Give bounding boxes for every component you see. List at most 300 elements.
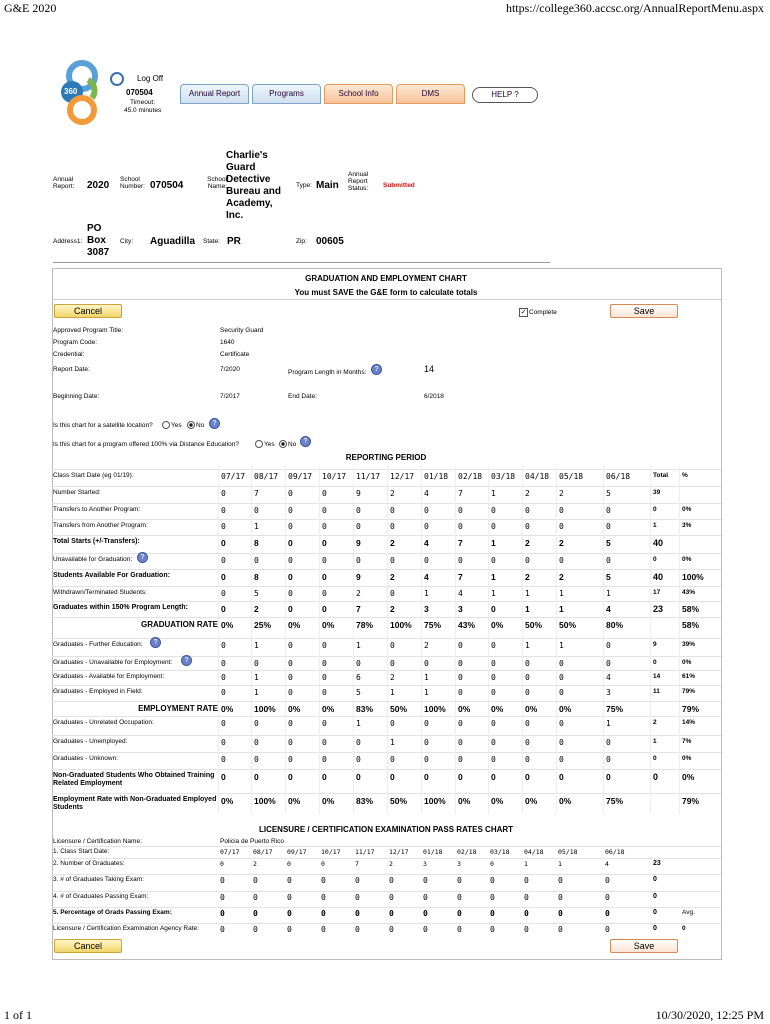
grid-cell[interactable]: 0 [458,659,463,668]
row-label: Graduates - Unknown: [53,755,119,762]
grid-cell: 0 [287,925,292,934]
column-header: 01/18 [424,472,449,481]
grid-cell: 0 [558,925,563,934]
row-percent: 79% [682,688,696,695]
grid-cell[interactable]: 0 [423,893,428,902]
grid-cell[interactable]: 0 [288,589,293,598]
credential-label: Credential: [53,351,85,358]
grid-cell: 0 [322,772,327,782]
grid-cell[interactable]: 0 [390,659,395,668]
grid-cell: 83% [356,704,374,714]
logo-text: 360 [64,87,78,96]
tab-school-info[interactable]: School Info [324,84,393,104]
grid-cell[interactable]: 0 [288,641,293,650]
grid-cell[interactable]: 0 [606,738,611,747]
grid-cell: 0 [605,909,610,918]
grid-cell[interactable]: 0 [490,876,495,885]
logoff-icon[interactable] [110,72,124,86]
grid-cell[interactable]: 0 [390,556,395,565]
report-date-value: 7/2020 [220,366,240,373]
grid-cell[interactable]: 0 [389,893,394,902]
grid-cell: 3 [457,860,461,868]
grid-cell[interactable]: 0 [221,659,226,668]
grid-cell: 04/18 [524,848,544,856]
grid-cell: 0 [322,604,327,614]
grid-cell: 9 [356,538,361,548]
help-icon[interactable]: ? [300,436,311,447]
grid-cell[interactable]: 1 [525,641,530,650]
grid-cell[interactable]: 0 [356,755,361,764]
grid-cell[interactable]: 0 [390,522,395,531]
grid-cell[interactable]: 0 [559,659,564,668]
grid-cell[interactable]: 0 [356,659,361,668]
help-icon[interactable]: ? [209,418,220,429]
grid-cell[interactable]: 2 [559,489,564,498]
grid-cell[interactable]: 0 [524,893,529,902]
report-date-label: Report Date: [53,366,90,373]
grid-cell[interactable]: 2 [390,673,395,682]
grid-cell[interactable]: 0 [424,755,429,764]
grid-cell[interactable]: 0 [458,506,463,515]
grid-cell[interactable]: 0 [288,755,293,764]
satellite-yes-radio[interactable] [162,421,170,429]
grid-cell: 2 [390,572,395,582]
school-type: Main [316,180,339,191]
grid-cell: 11/17 [355,848,375,856]
grid-cell[interactable]: 0 [525,506,530,515]
row-total: 2 [653,719,657,726]
row-percent: 39% [682,641,696,648]
grid-cell: 0 [458,772,463,782]
grid-cell[interactable]: 0 [525,738,530,747]
grid-cell[interactable]: 1 [356,641,361,650]
grid-cell[interactable]: 0 [288,522,293,531]
grid-cell[interactable]: 0 [525,659,530,668]
grid-cell[interactable]: 0 [491,688,496,697]
grid-cell[interactable]: 0 [558,876,563,885]
grid-cell[interactable]: 0 [288,489,293,498]
grid-cell[interactable]: 0 [221,522,226,531]
grid-cell[interactable]: 0 [605,876,610,885]
print-url: https://college360.accsc.org/AnnualReportMenu.aspx [505,1,764,15]
grid-cell: 75% [606,704,624,714]
grid-cell[interactable]: 0 [457,893,462,902]
grid-cell: 75% [606,796,624,806]
row-label: Graduates - Unavailable for Employment: [53,659,173,666]
grid-cell: 0 [491,604,496,614]
grid-cell: 7 [458,572,463,582]
grid-cell[interactable]: 0 [322,659,327,668]
grid-cell[interactable]: 0 [458,641,463,650]
grid-cell[interactable]: 0 [253,893,258,902]
print-page-count: 1 of 1 [4,1008,32,1022]
grid-cell[interactable]: 0 [221,489,226,498]
row-percent: 100% [682,572,704,582]
grid-cell[interactable]: 1 [254,688,259,697]
grid-cell[interactable]: 0 [322,556,327,565]
grid-cell: 75% [424,620,442,630]
grid-cell[interactable]: 0 [424,522,429,531]
satellite-yes-label: Yes [171,422,182,429]
grid-cell[interactable]: 0 [221,688,226,697]
grid-cell[interactable]: 0 [423,876,428,885]
grid-cell[interactable]: 0 [559,506,564,515]
grid-cell[interactable]: 0 [559,719,564,728]
complete-checkbox[interactable]: ✓ [520,309,527,316]
grid-cell: 0% [491,796,504,806]
grid-cell[interactable]: 1 [491,489,496,498]
grid-cell: 2 [390,604,395,614]
tab-dms[interactable]: DMS [396,84,465,104]
grid-cell[interactable]: 0 [606,506,611,515]
row-total: 14 [653,673,661,680]
satellite-no-label: No [196,422,205,429]
grid-cell[interactable]: 0 [254,506,259,515]
tab-programs[interactable]: Programs [252,84,321,104]
grid-cell: 0% [559,704,572,714]
grid-cell: 83% [356,796,374,806]
cancel-button-bottom[interactable]: Cancel [54,939,122,953]
grid-cell[interactable]: 0 [221,738,226,747]
grid-cell: 06/18 [605,848,625,856]
grid-cell[interactable]: 0 [490,893,495,902]
grid-cell[interactable]: 0 [606,659,611,668]
grid-cell[interactable]: 0 [221,755,226,764]
grid-cell[interactable]: 0 [321,893,326,902]
grid-cell: 0 [606,772,611,782]
grid-cell: 8 [254,538,259,548]
grid-cell: 4 [424,572,429,582]
grid-cell[interactable]: 7 [458,489,463,498]
grid-cell[interactable]: 0 [458,556,463,565]
grid-cell: 0 [321,860,325,868]
grid-cell[interactable]: 0 [525,688,530,697]
grid-cell[interactable]: 1 [606,719,611,728]
grid-cell[interactable]: 0 [221,641,226,650]
grid-cell: 0% [322,796,335,806]
grid-cell: 0 [490,909,495,918]
grid-cell[interactable]: 0 [355,876,360,885]
grid-cell[interactable]: 0 [605,893,610,902]
grid-cell[interactable]: 0 [356,506,361,515]
row-label: Transfers from Another Program: [53,522,148,529]
grid-cell[interactable]: 0 [491,755,496,764]
grid-cell[interactable]: 0 [491,659,496,668]
grid-cell[interactable]: 0 [491,738,496,747]
grid-cell[interactable]: 1 [559,589,564,598]
grid-cell: 50% [390,796,408,806]
grid-cell[interactable]: 0 [288,688,293,697]
grid-cell[interactable]: 5 [356,688,361,697]
grid-cell[interactable]: 7 [254,489,259,498]
grid-cell[interactable]: 1 [424,673,429,682]
grid-cell: 08/17 [253,848,273,856]
grid-cell[interactable]: 0 [458,673,463,682]
grid-cell[interactable]: 0 [559,688,564,697]
distance-no-radio[interactable] [279,440,287,448]
column-divider [650,466,651,814]
grid-cell[interactable]: 0 [458,688,463,697]
grid-cell[interactable]: 0 [558,893,563,902]
grid-cell[interactable]: 0 [559,755,564,764]
grid-cell[interactable]: 2 [525,489,530,498]
grid-cell: 0 [254,772,259,782]
approved-program-label: Approved Program Title: [53,327,124,334]
grid-cell: 8 [254,572,259,582]
row-percent: 0% [682,755,692,762]
grid-cell[interactable]: 0 [525,755,530,764]
column-divider [679,466,680,814]
grid-cell[interactable]: 0 [491,673,496,682]
grid-cell[interactable]: 0 [322,589,327,598]
grid-cell[interactable]: 2 [424,641,429,650]
row-total: 0 [653,772,659,782]
grid-cell[interactable]: 0 [559,556,564,565]
help-button[interactable]: HELP ? [472,87,538,103]
column-divider [488,466,489,814]
row-total: 0 [653,755,657,762]
grid-cell: 0 [220,909,225,918]
grid-cell[interactable]: 0 [606,556,611,565]
grid-cell[interactable]: 0 [458,719,463,728]
grid-cell[interactable]: 0 [254,738,259,747]
tab-annual-report[interactable]: Annual Report [180,84,249,104]
grid-cell[interactable]: 1 [424,589,429,598]
grid-cell: 0 [287,909,292,918]
grid-cell[interactable]: 0 [606,641,611,650]
grid-cell[interactable]: 0 [322,719,327,728]
grid-cell: 0 [221,538,226,548]
help-icon[interactable]: ? [371,364,382,375]
grid-cell: 0% [322,620,335,630]
grid-cell[interactable]: 0 [390,755,395,764]
complete-label: Complete [529,309,557,316]
city-label: City: [120,238,133,245]
grid-cell[interactable]: 4 [458,589,463,598]
grid-cell: 09/17 [287,848,307,856]
grid-cell[interactable]: 0 [559,522,564,531]
grid-cell[interactable]: 0 [254,659,259,668]
satellite-question: Is this chart for a satellite location? [53,422,153,429]
grid-cell[interactable]: 5 [606,489,611,498]
grid-cell[interactable]: 0 [288,506,293,515]
grid-cell: 0 [457,909,462,918]
grid-cell[interactable]: 0 [606,755,611,764]
grid-cell[interactable]: 0 [424,738,429,747]
grid-cell[interactable]: 0 [220,893,225,902]
grid-cell[interactable]: 0 [322,522,327,531]
row-percent: 3% [682,522,692,529]
grid-cell: 0% [525,796,538,806]
save-button-bottom[interactable]: Save [610,939,678,953]
grid-cell[interactable]: 0 [457,876,462,885]
grid-cell: 0 [288,604,293,614]
print-timestamp: 10/30/2020, 12:25 PM [655,1008,764,1022]
grid-cell[interactable]: 0 [322,688,327,697]
grid-cell[interactable]: 0 [288,738,293,747]
row-percent: 0 [682,925,686,932]
row-total: 40 [653,538,664,548]
grid-cell[interactable]: 0 [322,641,327,650]
grid-cell[interactable]: 0 [221,589,226,598]
grid-cell[interactable]: 0 [424,659,429,668]
grid-cell[interactable]: 1 [390,738,395,747]
grid-cell[interactable]: 0 [491,556,496,565]
grid-cell[interactable]: 4 [424,489,429,498]
grid-cell: 0% [221,620,234,630]
grid-cell[interactable]: 0 [390,589,395,598]
licensure-title: LICENSURE / CERTIFICATION EXAMINATION PASS RATES CHART [258,825,514,834]
grid-cell[interactable]: 0 [424,506,429,515]
cancel-button[interactable]: Cancel [54,304,122,318]
grid-cell[interactable]: 0 [424,719,429,728]
row-total: 9 [653,641,657,648]
grid-cell[interactable]: 2 [356,589,361,598]
grid-cell: 2 [389,860,393,868]
grid-cell[interactable]: 0 [221,673,226,682]
grid-cell[interactable]: 0 [254,755,259,764]
help-icon[interactable]: ? [150,637,161,648]
grid-cell[interactable]: 0 [356,738,361,747]
grid-cell: 0 [322,572,327,582]
grid-cell[interactable]: 0 [221,556,226,565]
grid-cell[interactable]: 0 [253,876,258,885]
grid-cell[interactable]: 0 [322,489,327,498]
program-code-value: 1640 [220,339,235,346]
help-icon[interactable]: ? [137,552,148,563]
grid-cell[interactable]: 0 [491,719,496,728]
column-divider [522,466,523,814]
grid-cell: 0 [356,772,361,782]
satellite-no-radio[interactable] [187,421,195,429]
grid-cell[interactable]: 0 [221,719,226,728]
grid-cell[interactable]: 0 [220,876,225,885]
column-header: 07/17 [221,472,246,481]
grid-cell[interactable]: 0 [389,876,394,885]
row-label: Withdrawn/Terminated Students: [53,589,147,596]
grid-cell: 2 [559,572,564,582]
grid-cell[interactable]: 0 [287,876,292,885]
grid-cell[interactable]: 0 [390,719,395,728]
grid-cell[interactable]: 1 [390,688,395,697]
grid-cell: 9 [356,572,361,582]
grid-cell[interactable]: 6 [356,673,361,682]
grid-cell[interactable]: 0 [288,673,293,682]
grid-cell[interactable]: 5 [254,589,259,598]
grid-cell[interactable]: 0 [322,755,327,764]
row-total: 11 [653,688,660,695]
grid-cell[interactable]: 3 [606,688,611,697]
grid-cell[interactable]: 1 [254,522,259,531]
grid-cell: 1 [491,572,496,582]
row-label: 5. Percentage of Grads Passing Exam: [53,909,172,916]
grid-cell: 78% [356,620,374,630]
grid-cell[interactable]: 1 [424,688,429,697]
column-divider [603,466,604,814]
grid-cell[interactable]: 1 [559,641,564,650]
save-button[interactable]: Save [610,304,678,318]
grid-cell[interactable]: 1 [254,641,259,650]
grid-cell: 43% [458,620,476,630]
grid-cell[interactable]: 0 [390,506,395,515]
grid-cell[interactable]: 0 [356,556,361,565]
row-percent: 0% [682,772,695,782]
grid-cell[interactable]: 0 [524,876,529,885]
grid-cell: 1 [559,604,564,614]
grid-cell[interactable]: 0 [491,641,496,650]
grid-cell[interactable]: 0 [606,522,611,531]
row-percent: 14% [682,719,696,726]
grid-cell[interactable]: 0 [559,673,564,682]
grid-cell[interactable]: 1 [491,589,496,598]
grid-cell[interactable]: 0 [559,738,564,747]
grid-cell[interactable]: 0 [525,556,530,565]
grid-cell[interactable]: 0 [491,522,496,531]
grid-cell[interactable]: 9 [356,489,361,498]
grid-cell: 0 [321,909,326,918]
row-percent: Avg. [682,909,695,916]
grid-cell[interactable]: 0 [322,506,327,515]
column-header: 03/18 [491,472,516,481]
grid-cell: 0 [389,909,394,918]
grid-cell[interactable]: 0 [458,738,463,747]
grid-cell[interactable]: 2 [390,489,395,498]
grid-cell: 0 [457,925,462,934]
grid-cell[interactable]: 0 [288,719,293,728]
grid-cell[interactable]: 0 [322,673,327,682]
grid-cell[interactable]: 0 [491,506,496,515]
program-code-label: Program Code: [53,339,98,346]
grid-cell[interactable]: 1 [254,673,259,682]
grid-cell: 07/17 [220,848,240,856]
grid-cell[interactable]: 0 [355,893,360,902]
grid-cell[interactable]: 0 [254,556,259,565]
grid-cell[interactable]: 0 [254,719,259,728]
status-badge: Submitted [383,182,415,189]
grid-cell[interactable]: 0 [458,755,463,764]
grid-cell[interactable]: 0 [287,893,292,902]
grid-cell[interactable]: 1 [356,719,361,728]
grid-cell[interactable]: 0 [356,522,361,531]
grid-cell[interactable]: 4 [606,673,611,682]
grid-cell[interactable]: 0 [525,673,530,682]
grid-cell[interactable]: 0 [525,522,530,531]
logoff-link[interactable]: Log Off [137,74,164,83]
grid-cell[interactable]: 0 [288,556,293,565]
grid-cell[interactable]: 0 [322,738,327,747]
credential-value: Certificate [220,351,250,358]
column-header: 08/17 [254,472,279,481]
grid-cell[interactable]: 1 [606,589,611,598]
grid-cell[interactable]: 1 [525,589,530,598]
grid-cell[interactable]: 0 [390,641,395,650]
grid-cell[interactable]: 0 [525,719,530,728]
grid-cell[interactable]: 0 [424,556,429,565]
row-label: 2. Number of Graduates: [53,860,125,867]
grid-cell[interactable]: 0 [288,659,293,668]
grid-cell[interactable]: 0 [321,876,326,885]
program-length-label: Program Length in Months: [288,369,367,376]
grid-cell: 0 [288,572,293,582]
header-school-id: 070504 [126,88,153,97]
grid-cell[interactable]: 0 [221,506,226,515]
distance-yes-radio[interactable] [255,440,263,448]
help-icon[interactable]: ? [181,655,192,666]
grid-cell[interactable]: 0 [458,522,463,531]
beginning-date-label: Beginning Date: [53,393,100,400]
column-header: 10/17 [322,472,347,481]
column-divider [285,466,286,814]
